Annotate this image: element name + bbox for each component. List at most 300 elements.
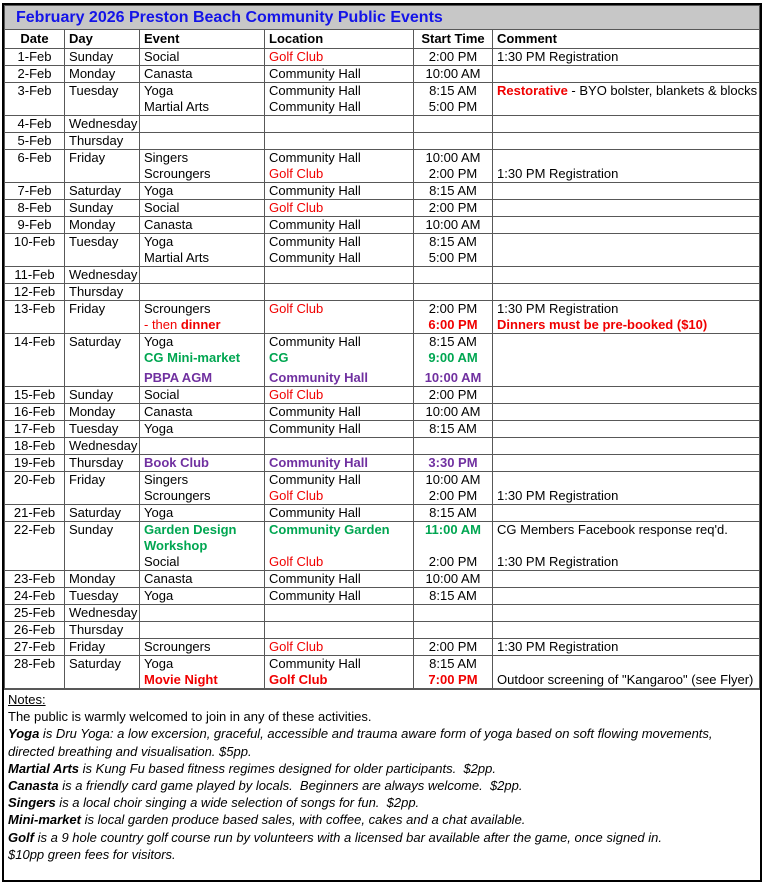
cell-text: Community Hall [269, 571, 361, 586]
cell-text: Golf Club [269, 166, 324, 181]
cell-text: CG Mini-market [144, 350, 241, 365]
cell-text: 11:00 AM [425, 522, 481, 537]
cell-text: 2:00 PM [428, 301, 478, 316]
location-cell [265, 234, 414, 267]
comment-cell [493, 83, 760, 116]
cell-text: Golf Club [269, 554, 324, 569]
location-cell [265, 421, 414, 438]
event-cell [140, 622, 265, 639]
row-9-feb [5, 217, 760, 234]
day-cell: Thursday [65, 622, 140, 639]
cell-text: Dinners must be pre-booked ($10) [497, 317, 708, 332]
cell-text: Community Hall [269, 250, 361, 265]
comment-cell [493, 571, 760, 588]
comment-cell [493, 301, 760, 334]
note-text: is a friendly card game played by locals. Beginners are always welcome. $2pp. [58, 778, 523, 794]
cell-text: 10:00 AM [425, 571, 481, 586]
row-14-feb [5, 334, 760, 387]
note-text: is Dru Yoga: a low excersion, graceful, accessible and trauma aware form of yoga based on soft flowing movements, [39, 726, 713, 742]
cell-text: 9:00 AM [428, 350, 478, 365]
cell-text: 1:30 PM Registration [497, 554, 619, 569]
note-line [8, 691, 760, 708]
start-time-cell [414, 472, 493, 505]
event-cell [140, 133, 265, 150]
location-cell [265, 656, 414, 689]
row-26-feb [5, 622, 760, 639]
event-cell [140, 455, 265, 472]
cell-text: Scroungers [144, 166, 211, 181]
start-time-cell [414, 49, 493, 66]
column-header-event: Event [140, 30, 265, 49]
title-cell [5, 6, 760, 30]
cell-text: Yoga [144, 83, 174, 98]
date-cell: 12-Feb [5, 284, 65, 301]
comment-cell [493, 404, 760, 421]
note-line [8, 725, 760, 742]
note-text: is a 9 hole country golf course run by volunteers with a licensed bar available after the game, once signed in. [34, 829, 662, 845]
date-cell: 3-Feb [5, 83, 65, 116]
cell-text: 2:00 PM [428, 387, 478, 402]
comment-cell [493, 267, 760, 284]
row-6-feb [5, 150, 760, 183]
date-cell: 15-Feb [5, 387, 65, 404]
cell-text: 5:00 PM [428, 99, 478, 114]
cell-text: Golf Club [269, 301, 324, 316]
note-line [8, 777, 760, 794]
note-text: $10pp green fees for visitors. [8, 846, 176, 862]
start-time-cell [414, 588, 493, 605]
cell-text: 8:15 AM [429, 83, 477, 98]
start-time-cell [414, 217, 493, 234]
cell-text: Yoga [144, 334, 174, 349]
day-cell: Sunday [65, 387, 140, 404]
comment-cell [493, 200, 760, 217]
comment-cell [493, 133, 760, 150]
location-cell [265, 200, 414, 217]
event-cell [140, 150, 265, 183]
cell-text: Community Hall [269, 455, 368, 470]
cell-text: Golf Club [269, 387, 324, 402]
event-cell [140, 404, 265, 421]
comment-cell [493, 622, 760, 639]
location-cell [265, 133, 414, 150]
date-cell: 9-Feb [5, 217, 65, 234]
cell-text: Community Hall [269, 421, 361, 436]
row-22-feb [5, 522, 760, 571]
note-line [8, 829, 760, 846]
cell-text: 8:15 AM [429, 421, 477, 436]
event-cell [140, 472, 265, 505]
event-cell [140, 421, 265, 438]
row-7-feb [5, 183, 760, 200]
cell-text: PBPA AGM [144, 370, 213, 385]
day-cell: Thursday [65, 455, 140, 472]
column-header-day: Day [65, 30, 140, 49]
day-cell: Saturday [65, 505, 140, 522]
day-cell: Sunday [65, 522, 140, 571]
cell-text: Martial Arts [144, 250, 210, 265]
start-time-cell [414, 284, 493, 301]
day-cell: Sunday [65, 49, 140, 66]
start-time-cell [414, 66, 493, 83]
location-cell [265, 605, 414, 622]
cell-text: Canasta [144, 66, 193, 81]
column-header-start-time: Start Time [414, 30, 493, 49]
event-cell [140, 639, 265, 656]
cell-text: Scroungers [144, 301, 211, 316]
cell-text: 2:00 PM [428, 639, 478, 654]
date-cell: 1-Feb [5, 49, 65, 66]
cell-text: Social [144, 49, 180, 64]
comment-cell [493, 605, 760, 622]
start-time-cell [414, 656, 493, 689]
location-cell [265, 387, 414, 404]
day-cell: Tuesday [65, 421, 140, 438]
cell-text: Golf Club [269, 49, 324, 64]
note-text: Yoga [8, 726, 40, 742]
comment-cell [493, 522, 760, 571]
cell-text: 10:00 AM [425, 217, 481, 232]
day-cell: Tuesday [65, 588, 140, 605]
start-time-cell [414, 301, 493, 334]
date-cell: 7-Feb [5, 183, 65, 200]
cell-text: 8:15 AM [429, 505, 477, 520]
location-cell [265, 301, 414, 334]
cell-text: Golf Club [269, 672, 328, 687]
event-cell [140, 66, 265, 83]
notes-section [4, 689, 760, 880]
row-17-feb [5, 421, 760, 438]
cell-text: Community Hall [269, 99, 361, 114]
cell-text: 5:00 PM [428, 250, 478, 265]
column-header-date: Date [5, 30, 65, 49]
day-cell: Monday [65, 66, 140, 83]
note-line [8, 743, 760, 760]
day-cell: Monday [65, 217, 140, 234]
cell-text: Yoga [144, 421, 174, 436]
cell-text: 10:00 AM [425, 472, 481, 487]
cell-text: Community Hall [269, 183, 361, 198]
comment-cell [493, 116, 760, 133]
date-cell: 24-Feb [5, 588, 65, 605]
location-cell [265, 334, 414, 387]
date-cell: 5-Feb [5, 133, 65, 150]
comment-cell [493, 505, 760, 522]
cell-text: Restorative [497, 83, 568, 98]
date-cell: 13-Feb [5, 301, 65, 334]
event-cell [140, 656, 265, 689]
cell-text: Community Hall [269, 83, 361, 98]
location-cell [265, 639, 414, 656]
day-cell: Monday [65, 404, 140, 421]
cell-text: Community Hall [269, 234, 361, 249]
cell-text: 1:30 PM Registration [497, 639, 619, 654]
note-line [8, 794, 760, 811]
column-header-comment: Comment [493, 30, 760, 49]
cell-text: Canasta [144, 404, 193, 419]
cell-text: Workshop [144, 538, 208, 553]
comment-cell [493, 150, 760, 183]
start-time-cell [414, 505, 493, 522]
events-table [4, 5, 760, 689]
note-text: Canasta [8, 778, 59, 794]
location-cell [265, 150, 414, 183]
day-cell: Thursday [65, 133, 140, 150]
event-cell [140, 505, 265, 522]
events-sheet [2, 3, 762, 882]
cell-text: Book Club [144, 455, 209, 470]
day-cell: Wednesday [65, 605, 140, 622]
day-cell: Thursday [65, 284, 140, 301]
note-text: The public is warmly welcomed to join in any of these activities. [8, 709, 372, 725]
location-cell [265, 522, 414, 571]
date-cell: 23-Feb [5, 571, 65, 588]
note-text: Singers [8, 795, 56, 811]
location-cell [265, 455, 414, 472]
start-time-cell [414, 116, 493, 133]
cell-text: 2:00 PM [428, 166, 478, 181]
cell-text: 3:30 PM [428, 455, 478, 470]
cell-text: - then [144, 317, 181, 332]
comment-cell [493, 472, 760, 505]
cell-text: Golf Club [269, 639, 324, 654]
note-line [8, 708, 760, 725]
start-time-cell [414, 200, 493, 217]
day-cell: Saturday [65, 656, 140, 689]
location-cell [265, 267, 414, 284]
cell-text: 1:30 PM Registration [497, 49, 619, 64]
event-cell [140, 284, 265, 301]
page-title: February 2026 Preston Beach Community Public Events [16, 9, 443, 26]
cell-text: Scroungers [144, 639, 211, 654]
event-cell [140, 301, 265, 334]
day-cell: Wednesday [65, 438, 140, 455]
start-time-cell [414, 183, 493, 200]
row-11-feb [5, 267, 760, 284]
date-cell: 22-Feb [5, 522, 65, 571]
note-line [8, 760, 760, 777]
row-18-feb [5, 438, 760, 455]
location-cell [265, 49, 414, 66]
location-cell [265, 183, 414, 200]
start-time-cell [414, 605, 493, 622]
cell-text: Scroungers [144, 488, 211, 503]
start-time-cell [414, 334, 493, 387]
start-time-cell [414, 438, 493, 455]
row-8-feb [5, 200, 760, 217]
location-cell [265, 472, 414, 505]
event-cell [140, 387, 265, 404]
cell-text: Garden Design [144, 522, 237, 537]
cell-text: 10:00 AM [425, 404, 481, 419]
cell-text: Canasta [144, 571, 193, 586]
start-time-cell [414, 83, 493, 116]
comment-cell [493, 284, 760, 301]
location-cell [265, 404, 414, 421]
event-cell [140, 234, 265, 267]
cell-text: Community Hall [269, 370, 368, 385]
cell-text: Community Hall [269, 472, 361, 487]
row-15-feb [5, 387, 760, 404]
cell-text: Yoga [144, 505, 174, 520]
day-cell: Tuesday [65, 83, 140, 116]
start-time-cell [414, 234, 493, 267]
date-cell: 20-Feb [5, 472, 65, 505]
comment-cell [493, 183, 760, 200]
cell-text: CG [269, 350, 289, 365]
day-cell: Tuesday [65, 234, 140, 267]
date-cell: 11-Feb [5, 267, 65, 284]
day-cell: Saturday [65, 334, 140, 387]
row-24-feb [5, 588, 760, 605]
location-cell [265, 217, 414, 234]
column-header-location: Location [265, 30, 414, 49]
day-cell: Friday [65, 301, 140, 334]
cell-text: Community Hall [269, 150, 361, 165]
event-cell [140, 571, 265, 588]
cell-text: Community Hall [269, 656, 361, 671]
cell-text: 6:00 PM [428, 317, 478, 332]
location-cell [265, 588, 414, 605]
date-cell: 26-Feb [5, 622, 65, 639]
row-28-feb [5, 656, 760, 689]
row-21-feb [5, 505, 760, 522]
day-cell: Friday [65, 150, 140, 183]
event-cell [140, 183, 265, 200]
location-cell [265, 83, 414, 116]
event-cell [140, 217, 265, 234]
start-time-cell [414, 133, 493, 150]
note-text: is a local choir singing a wide selection of songs for fun. $2pp. [55, 795, 420, 811]
date-cell: 16-Feb [5, 404, 65, 421]
date-cell: 19-Feb [5, 455, 65, 472]
event-cell [140, 588, 265, 605]
cell-text: Community Garden [269, 522, 390, 537]
cell-text: 8:15 AM [429, 588, 477, 603]
event-cell [140, 49, 265, 66]
cell-text: Movie Night [144, 672, 218, 687]
event-cell [140, 83, 265, 116]
cell-text: 8:15 AM [429, 334, 477, 349]
cell-text: Community Hall [269, 588, 361, 603]
cell-text: Community Hall [269, 505, 361, 520]
start-time-cell [414, 404, 493, 421]
note-text: Mini-market [8, 812, 81, 828]
date-cell: 2-Feb [5, 66, 65, 83]
comment-cell [493, 217, 760, 234]
row-27-feb [5, 639, 760, 656]
event-cell [140, 267, 265, 284]
cell-text: 2:00 PM [428, 488, 478, 503]
cell-text: 2:00 PM [428, 49, 478, 64]
start-time-cell [414, 455, 493, 472]
date-cell: 27-Feb [5, 639, 65, 656]
cell-text: 8:15 AM [429, 234, 477, 249]
row-13-feb [5, 301, 760, 334]
start-time-cell [414, 267, 493, 284]
row-2-feb [5, 66, 760, 83]
start-time-cell [414, 387, 493, 404]
comment-cell [493, 334, 760, 387]
cell-text: Social [144, 200, 180, 215]
note-text: Martial Arts [8, 760, 80, 776]
day-cell: Wednesday [65, 267, 140, 284]
date-cell: 25-Feb [5, 605, 65, 622]
event-cell [140, 522, 265, 571]
cell-text: Outdoor screening of "Kangaroo" (see Flyer) [497, 672, 754, 687]
day-cell: Sunday [65, 200, 140, 217]
cell-text: - BYO bolster, blankets & blocks [567, 83, 758, 98]
cell-text: 10:00 AM [425, 150, 481, 165]
location-cell [265, 284, 414, 301]
cell-text: Yoga [144, 588, 174, 603]
comment-cell [493, 66, 760, 83]
cell-text: 10:00 AM [424, 370, 482, 385]
row-5-feb [5, 133, 760, 150]
cell-text: 1:30 PM Registration [497, 166, 619, 181]
row-23-feb [5, 571, 760, 588]
note-text: Golf [8, 829, 34, 845]
start-time-cell [414, 421, 493, 438]
cell-text: Golf Club [269, 200, 324, 215]
location-cell [265, 622, 414, 639]
cell-text: dinner [180, 317, 221, 332]
cell-text: Community Hall [269, 334, 361, 349]
day-cell: Friday [65, 472, 140, 505]
comment-cell [493, 387, 760, 404]
cell-text: 7:00 PM [428, 672, 478, 687]
cell-text: 1:30 PM Registration [497, 301, 619, 316]
row-16-feb [5, 404, 760, 421]
note-text: Notes: [8, 692, 46, 707]
comment-cell [493, 455, 760, 472]
cell-text: Social [144, 387, 180, 402]
event-cell [140, 605, 265, 622]
cell-text: 2:00 PM [428, 200, 478, 215]
cell-text: 8:15 AM [429, 183, 477, 198]
day-cell: Wednesday [65, 116, 140, 133]
day-cell: Friday [65, 639, 140, 656]
cell-text: 1:30 PM Registration [497, 488, 619, 503]
row-1-feb [5, 49, 760, 66]
comment-cell [493, 438, 760, 455]
event-cell [140, 200, 265, 217]
location-cell [265, 438, 414, 455]
comment-cell [493, 588, 760, 605]
cell-text: 10:00 AM [425, 66, 481, 81]
cell-text: Singers [144, 472, 189, 487]
note-text: directed breathing and visualisation. $5pp. [8, 743, 252, 759]
date-cell: 14-Feb [5, 334, 65, 387]
cell-text: Canasta [144, 217, 193, 232]
start-time-cell [414, 622, 493, 639]
cell-text: Community Hall [269, 404, 361, 419]
comment-cell [493, 49, 760, 66]
location-cell [265, 66, 414, 83]
note-line [8, 811, 760, 828]
cell-text: 8:15 AM [429, 656, 477, 671]
note-line [8, 846, 760, 863]
date-cell: 8-Feb [5, 200, 65, 217]
comment-cell [493, 639, 760, 656]
title-row [5, 6, 760, 30]
row-19-feb [5, 455, 760, 472]
start-time-cell [414, 571, 493, 588]
location-cell [265, 505, 414, 522]
cell-text: Yoga [144, 656, 174, 671]
date-cell: 4-Feb [5, 116, 65, 133]
cell-text: Community Hall [269, 66, 361, 81]
